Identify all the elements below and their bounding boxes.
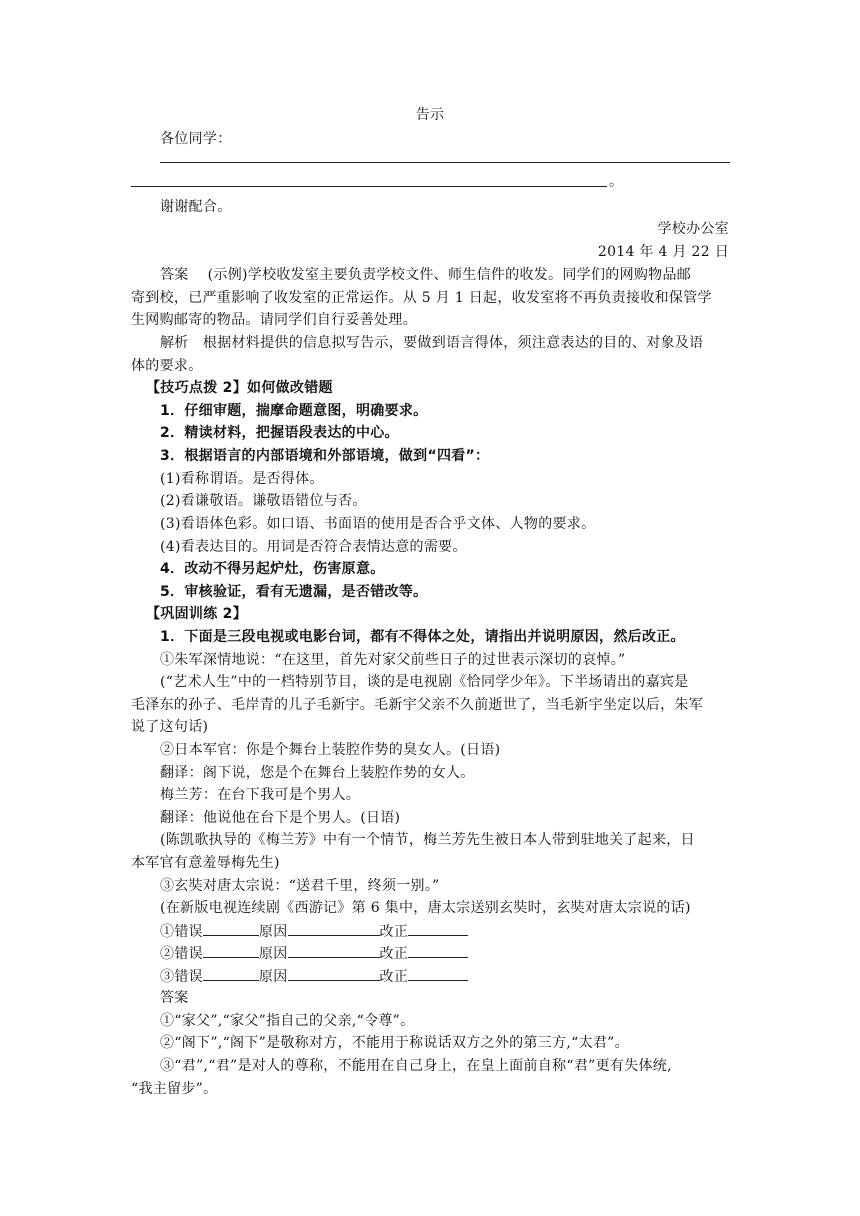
error-blank xyxy=(203,966,259,981)
answer2-item-2: ②“阁下”,“阁下”是敬称对方，不能用于称说话双方之外的第三方,“太君”。 xyxy=(160,1035,629,1051)
tips-heading: 【技巧点拨 2】如何做改错题 xyxy=(146,380,333,396)
tips-item-1: 1．仔细审题，揣摩命题意图，明确要求。 xyxy=(160,403,428,419)
blank-row-err-label: 错误 xyxy=(174,969,203,985)
practice-q1-note-3: 说了这句话) xyxy=(131,719,209,735)
notice-title: 告示 xyxy=(415,107,445,123)
blank-row-reason-label: 原因 xyxy=(258,946,288,962)
practice-q1-note-2: 毛泽东的孙子、毛岸青的儿子毛新宇。毛新宇父亲不久前逝世了，当毛新宇坐定以后，朱军 xyxy=(131,697,703,713)
tips-item-4: 4．改动不得另起炉灶，伤害原意。 xyxy=(160,561,385,577)
tips-sub-3: (3)看语体色彩。如口语、书面语的使用是否合乎文体、人物的要求。 xyxy=(160,516,596,532)
practice-q2-mei: 梅兰芳：在台下我可是个男人。 xyxy=(160,787,361,803)
analysis1-line1: 解析 根据材料提供的信息拟写告示，要做到语言得体，须注意表达的目的、对象及语 xyxy=(160,335,704,351)
tips-item-3: 3．根据语言的内部语境和外部语境，做到“四看”： xyxy=(160,448,490,464)
notice-thanks: 谢谢配合。 xyxy=(160,199,232,215)
blank-row-3 xyxy=(160,966,760,987)
correction-blank xyxy=(408,921,468,936)
blank-row-reason-label: 原因 xyxy=(258,924,288,940)
practice-q3-note: (在新版电视连续剧《西游记》第 6 集中，唐太宗送别玄奘时，玄奘对唐太宗说的话) xyxy=(160,900,691,916)
notice-signer: 学校办公室 xyxy=(657,221,729,237)
tips-item-5: 5．审核验证，看有无遗漏，是否错改等。 xyxy=(160,584,428,600)
practice-q1-line: ①朱军深情地说：“在这里，首先对家父前些日子的过世表示深切的哀悼。” xyxy=(160,652,626,668)
error-blank xyxy=(203,921,259,936)
fill-blank-line-2 xyxy=(131,186,607,187)
blank-row-num: ③ xyxy=(160,969,175,985)
tips-sub-2: (2)看谦敬语。谦敬语错位与否。 xyxy=(160,493,367,509)
blank-row-err-label: 错误 xyxy=(174,924,203,940)
answer2-item-3-line1: ③“君”,“君”是对人的尊称，不能用在自己身上，在皇上面前自称“君”更有失体统, xyxy=(160,1058,672,1074)
practice-q2-line: ②日本军官：你是个舞台上装腔作势的臭女人。(日语) xyxy=(160,742,501,758)
practice-q1-note-1: (“艺术人生”中的一档特别节目，谈的是电视剧《恰同学少年》。下半场请出的嘉宾是 xyxy=(160,674,689,690)
answer1-line2: 寄到校，已严重影响了收发室的正常运作。从 5 月 1 日起，收发室将不再负责接收和保管学 xyxy=(131,290,712,306)
fill-blank-line-1 xyxy=(160,162,730,163)
practice-question: 1．下面是三段电视或电影台词，都有不得体之处，请指出并说明原因，然后改正。 xyxy=(160,629,685,645)
answer2-label: 答案 xyxy=(160,990,189,1006)
analysis1-line2: 体的要求。 xyxy=(131,358,203,374)
answer1-line3: 生网购邮寄的物品。请同学们自行妥善处理。 xyxy=(131,312,417,328)
answer1-line1: 答案 (示例)学校收发室主要负责学校文件、师生信件的收发。同学们的网购物品邮 xyxy=(160,267,692,283)
tips-sub-4: (4)看表达目的。用词是否符合表情达意的需要。 xyxy=(160,539,467,555)
answer2-item-3-line2: “我主留步”。 xyxy=(131,1081,218,1097)
blank-row-num: ① xyxy=(160,924,175,940)
practice-heading: 【巩固训练 2】 xyxy=(146,606,248,622)
practice-q2-note-2: 本军官有意羞辱梅先生) xyxy=(131,855,280,871)
error-blank xyxy=(203,943,259,958)
blank-row-fix-label: 改正 xyxy=(379,924,409,940)
reason-blank xyxy=(288,943,380,958)
practice-q2-note-1: (陈凯歌执导的《梅兰芳》中有一个情节，梅兰芳先生被日本人带到驻地关了起来，日 xyxy=(160,832,695,848)
notice-date: 2014 年 4 月 22 日 xyxy=(597,244,729,260)
practice-q2-translation-2: 翻译：他说他在台下是个男人。(日语) xyxy=(160,810,401,826)
tips-sub-1: (1)看称谓语。是否得体。 xyxy=(160,471,324,487)
practice-q2-translation-1: 翻译：阁下说，您是个在舞台上装腔作势的女人。 xyxy=(160,765,475,781)
practice-q3-line: ③玄奘对唐太宗说：“送君千里，终须一别。” xyxy=(160,878,440,894)
blank-row-1 xyxy=(160,921,760,942)
correction-blank xyxy=(408,966,468,981)
blank-row-fix-label: 改正 xyxy=(379,946,409,962)
reason-blank xyxy=(288,966,380,981)
answer2-item-1: ①“家父”,“家父”指自己的父亲,“令尊”。 xyxy=(160,1013,415,1029)
blank-row-fix-label: 改正 xyxy=(379,969,409,985)
reason-blank xyxy=(288,921,380,936)
correction-blank xyxy=(408,943,468,958)
blank-row-num: ② xyxy=(160,946,175,962)
blank-row-2 xyxy=(160,943,760,964)
fill-blank-end-mark: 。 xyxy=(609,174,624,190)
tips-item-2: 2．精读材料，把握语段表达的中心。 xyxy=(160,425,399,441)
notice-salutation: 各位同学： xyxy=(160,131,232,147)
blank-row-reason-label: 原因 xyxy=(258,969,288,985)
blank-row-err-label: 错误 xyxy=(174,946,203,962)
